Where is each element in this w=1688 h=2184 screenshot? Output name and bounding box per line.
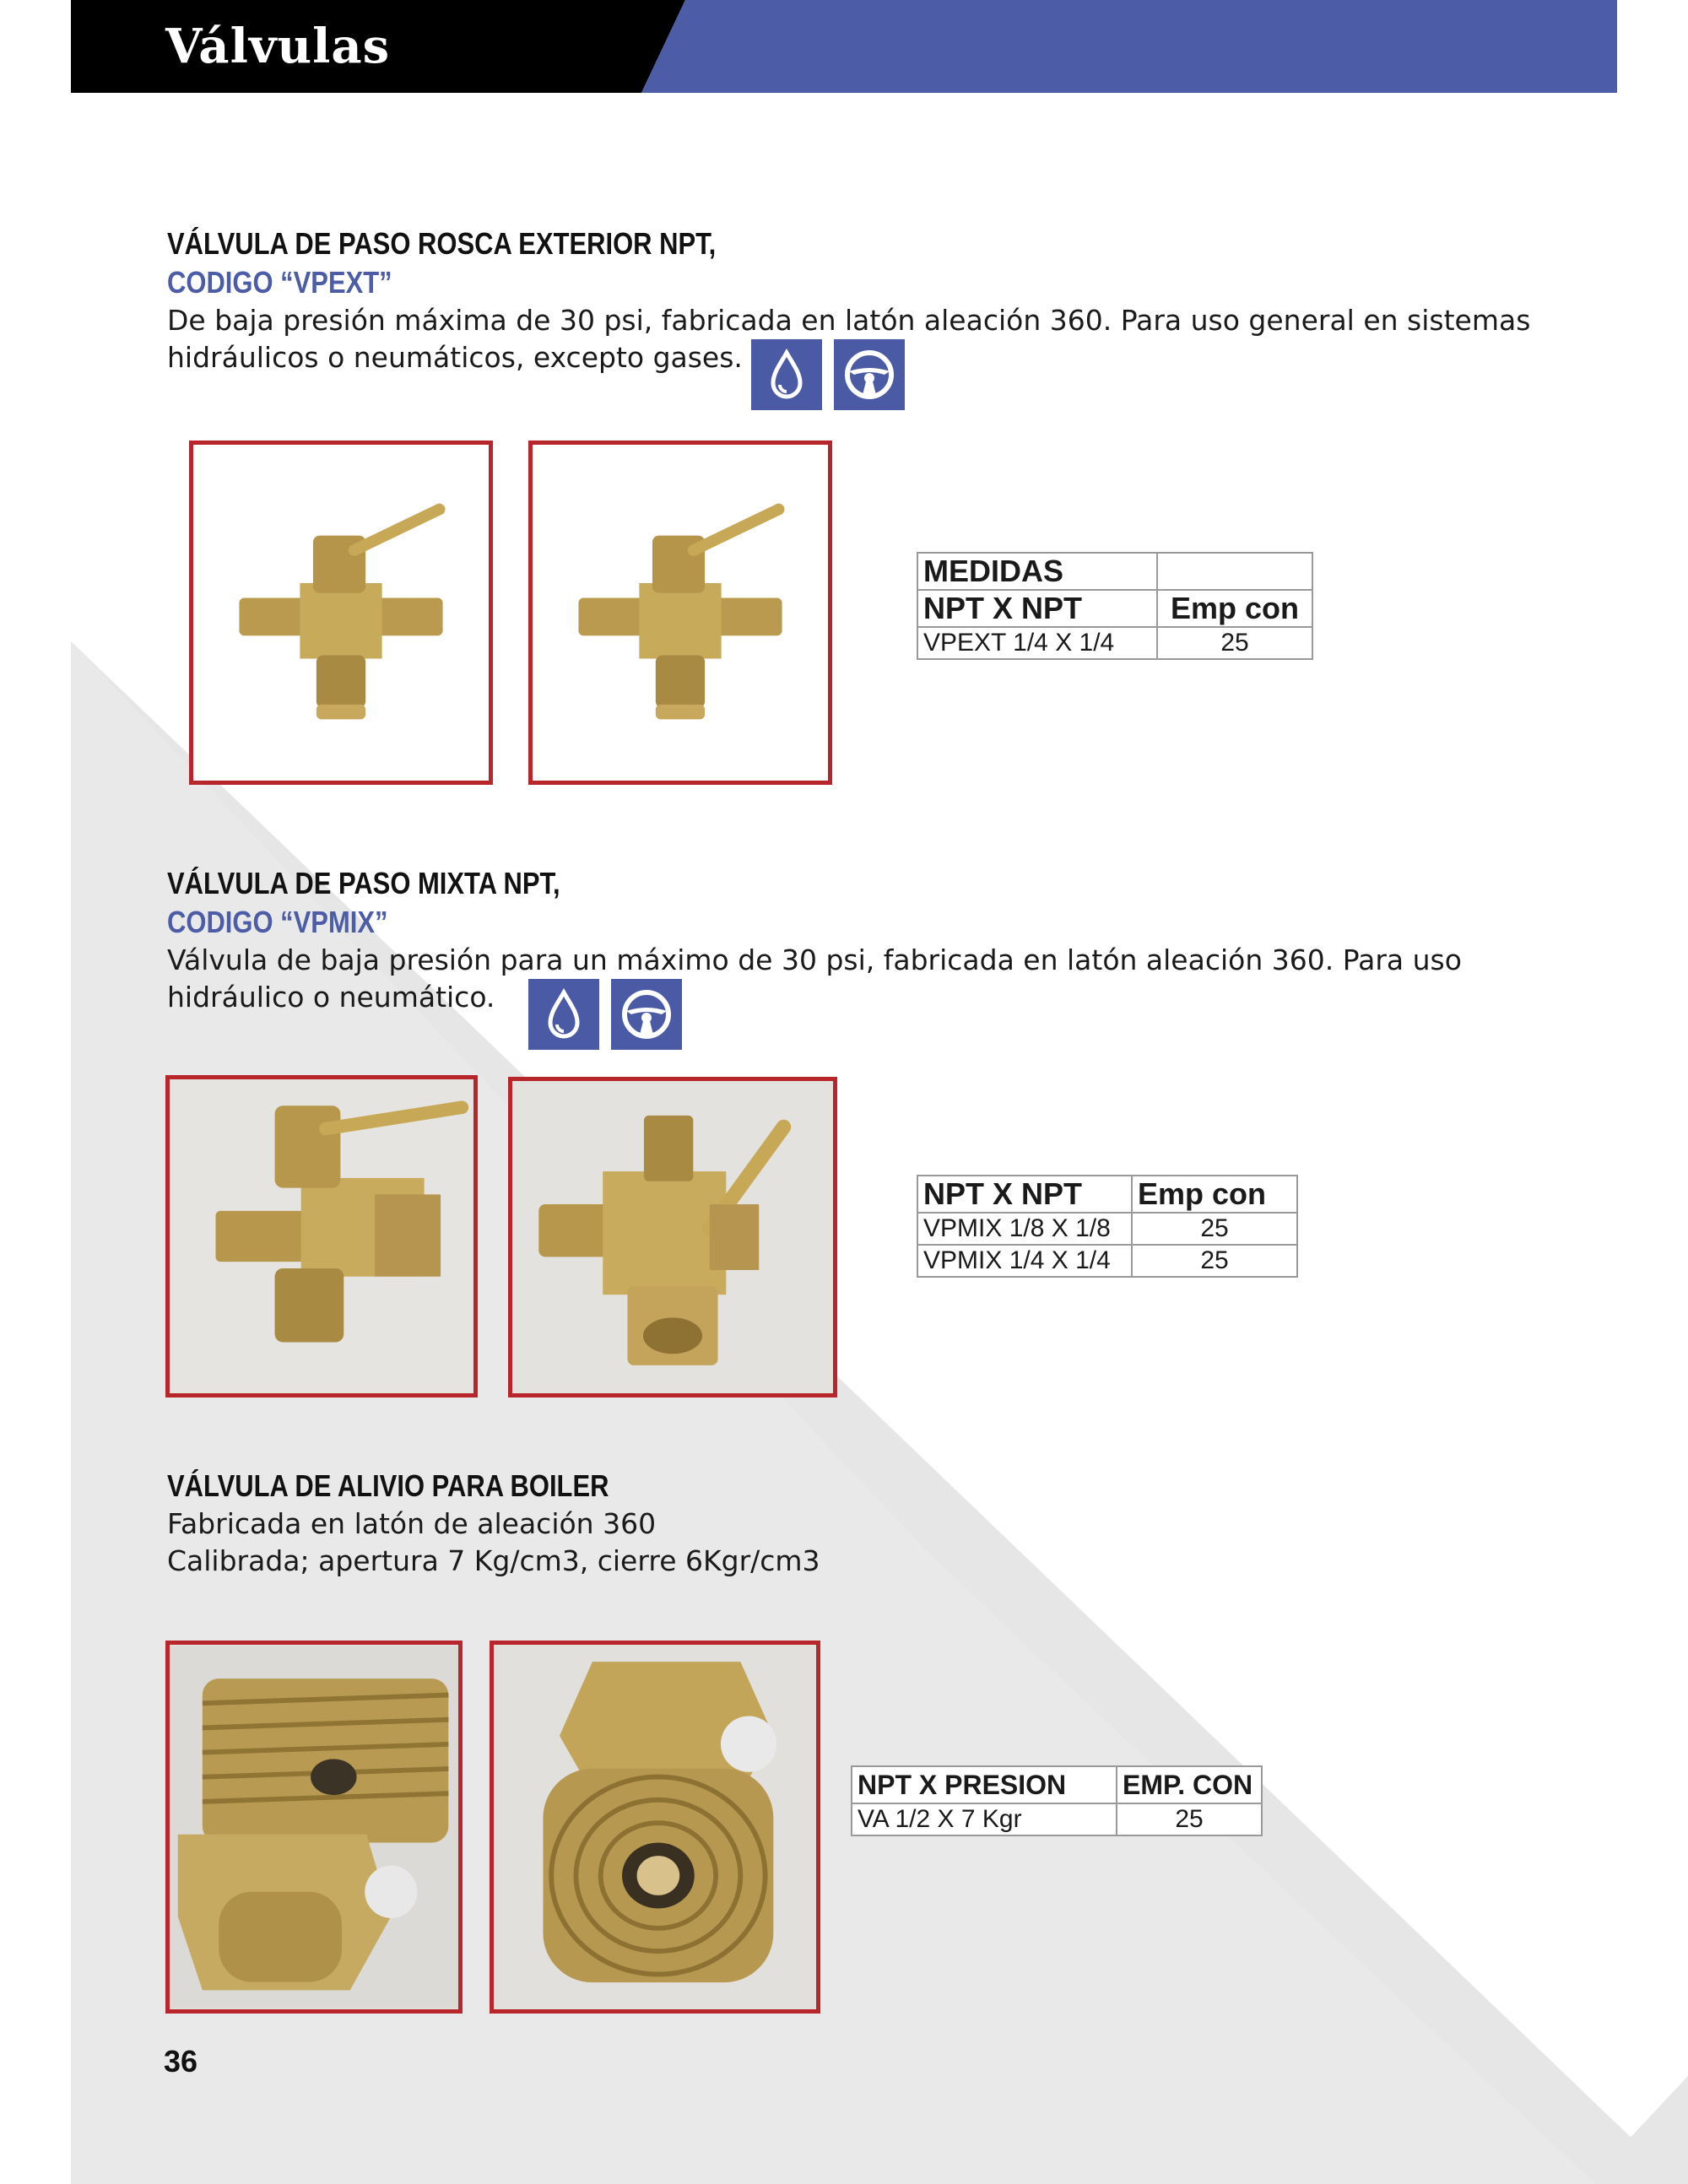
product-code: CODIGO “VPMIX”: [167, 905, 388, 939]
table-cell: 25: [1117, 1803, 1262, 1835]
spec-table: [851, 1765, 1263, 1836]
product-description-line: hidráulico o neumático.: [167, 981, 495, 1014]
table-cell: 25: [1132, 1213, 1297, 1245]
page-title: Válvulas: [165, 19, 391, 74]
product-title: VÁLVULA DE PASO ROSCA EXTERIOR NPT,: [167, 226, 717, 261]
spec-table: [917, 552, 1313, 660]
steering-wheel-icon: [834, 339, 905, 410]
product-description-line: Válvula de baja presión para un máximo de 30 psi, fabricada en latón aleación 360. Para uso: [167, 943, 1462, 976]
product-code: CODIGO “VPEXT”: [167, 265, 392, 300]
product-photo: [165, 1075, 478, 1397]
product-description-line: Calibrada; apertura 7 Kg/cm3, cierre 6Kgr/cm3: [167, 1544, 820, 1577]
table-header-cell: Emp con: [1157, 590, 1312, 627]
table-header-cell: [1157, 553, 1312, 590]
product-photo: [189, 441, 493, 785]
water-drop-icon: [528, 979, 599, 1050]
table-cell: 25: [1157, 627, 1312, 659]
table-header-cell: NPT X NPT: [917, 590, 1157, 627]
product-title: VÁLVULA DE ALIVIO PARA BOILER: [167, 1468, 609, 1503]
spec-table: [917, 1175, 1298, 1278]
product-boiler-relief-valve: [167, 1468, 820, 1580]
water-drop-icon: [751, 339, 822, 410]
page-number: 36: [164, 2044, 198, 2079]
table-cell: 25: [1132, 1245, 1297, 1277]
table-header-cell: EMP. CON: [1117, 1766, 1262, 1803]
product-photo: [490, 1641, 820, 2014]
product-vpmix: [167, 866, 1462, 1016]
table-row: [917, 1213, 1297, 1245]
product-description-line: De baja presión máxima de 30 psi, fabricada en latón aleación 360. Para uso general en sistemas: [167, 304, 1531, 337]
table-header-cell: NPT X NPT: [917, 1176, 1132, 1213]
table-cell: VPEXT 1/4 X 1/4: [917, 627, 1157, 659]
product-title: VÁLVULA DE PASO MIXTA NPT,: [167, 866, 560, 900]
table-header-cell: NPT X PRESION: [852, 1766, 1117, 1803]
table-row: [917, 1245, 1297, 1277]
steering-wheel-icon: [611, 979, 682, 1050]
table-cell: VPMIX 1/8 X 1/8: [917, 1213, 1132, 1245]
table-cell: VA 1/2 X 7 Kgr: [852, 1803, 1117, 1835]
product-description-line: Fabricada en latón de aleación 360: [167, 1507, 657, 1540]
table-cell: VPMIX 1/4 X 1/4: [917, 1245, 1132, 1277]
table-row: [852, 1803, 1262, 1835]
table-header-cell: Emp con: [1132, 1176, 1297, 1213]
product-photo: [165, 1641, 463, 2014]
table-row: [917, 627, 1312, 659]
product-photo: [528, 441, 832, 785]
product-photo: [508, 1077, 837, 1397]
product-description-line: hidráulicos o neumáticos, excepto gases.: [167, 341, 743, 374]
table-header-cell: MEDIDAS: [917, 553, 1157, 590]
